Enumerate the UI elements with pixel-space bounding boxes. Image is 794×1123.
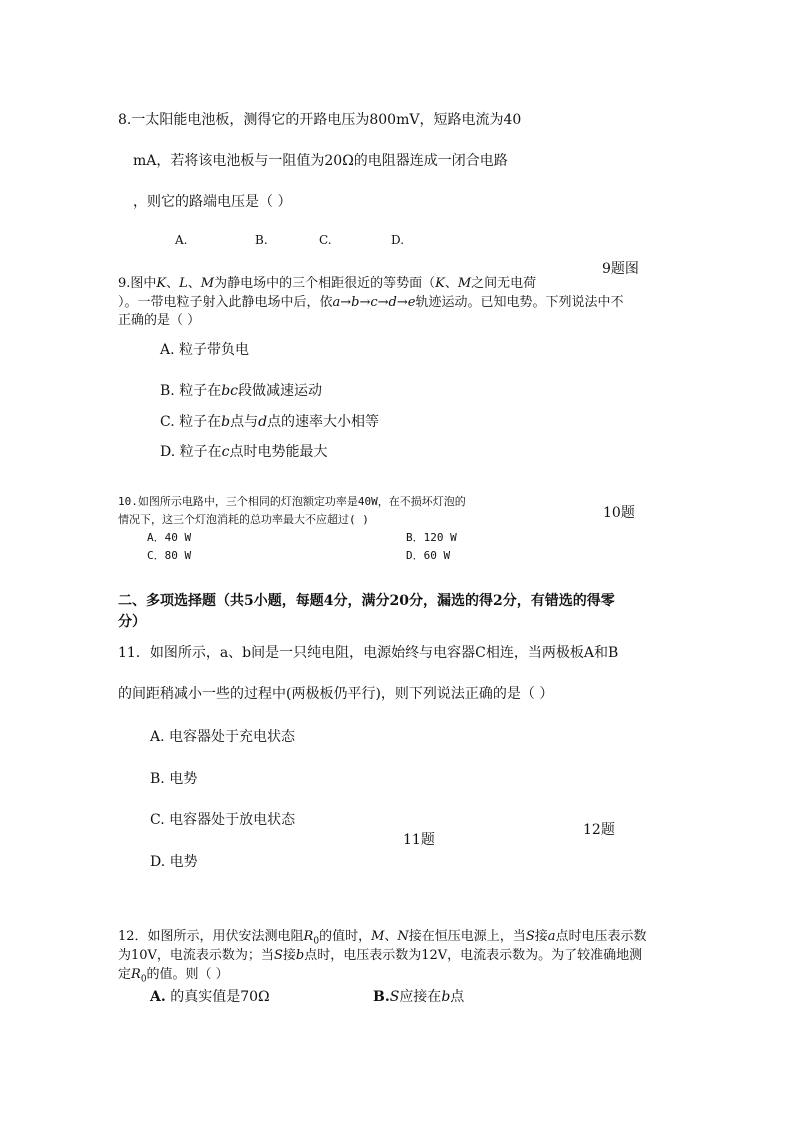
q12-line2-var-s: S bbox=[273, 948, 283, 963]
q9-option-b-text: B. 粒子在 bbox=[160, 383, 222, 399]
q9-var-k2: K bbox=[435, 276, 445, 291]
q12-option-a-text: 的真实值是70Ω bbox=[165, 989, 270, 1005]
q10-figure-label: 10题 bbox=[603, 505, 635, 521]
section2-heading-line1: 二、多项选择题（共5小题，每题4分，满分20分，漏选的得2分，有错选的得零 bbox=[118, 593, 615, 609]
q9-line1-text: 9.图中 bbox=[118, 276, 157, 291]
q9-line1-sep3: 、 bbox=[444, 276, 458, 291]
q12-option-a-label: A. bbox=[150, 989, 166, 1005]
q12-var-r-sub: 0 bbox=[313, 936, 320, 947]
q11-line2: 的间距稍减小一些的过程中(两极板仍平行)，则下列说法正确的是（ ） bbox=[118, 686, 554, 702]
q9-line1-text2: 为静电场中的三个相距很近的等势面（ bbox=[214, 276, 436, 291]
q12-option-b-var-s: S bbox=[389, 989, 400, 1005]
q9-line1 bbox=[118, 277, 536, 290]
q12-line1-text3: 接在恒压电源上，当 bbox=[408, 929, 526, 944]
q9-option-c-var2: d bbox=[258, 414, 268, 430]
q9-var-l: L bbox=[179, 276, 188, 291]
q12-option-b-end: 点 bbox=[450, 989, 465, 1005]
q9-figure-label: 9题图 bbox=[602, 261, 639, 277]
q11-option-c: C. 电容器处于放电状态 bbox=[150, 812, 296, 828]
q12-var-s: S bbox=[525, 929, 535, 944]
q11-line1: 11．如图所示，a、b间是一只纯电阻，电源始终与电容器C相连，当两极板A和B bbox=[118, 645, 619, 661]
q12-line3-text: 定 bbox=[118, 967, 132, 982]
q12-line3-text2: 的值。则（ ） bbox=[146, 967, 229, 982]
q12-line1-sep: 、 bbox=[384, 929, 398, 944]
q12-line2-text3: 点时，电压表示数为12V，电流表示数为。为了较准确地测 bbox=[304, 948, 643, 963]
q12-option-b-text: 应接在 bbox=[399, 989, 442, 1005]
q12-line1-text4: 接 bbox=[534, 929, 548, 944]
q9-option-d-var: c bbox=[221, 444, 230, 460]
q9-option-d-text: D. 粒子在 bbox=[160, 444, 222, 460]
q12-line2 bbox=[118, 949, 642, 962]
q9-option-c bbox=[160, 415, 379, 429]
q9-option-c-text3: 点的速率大小相等 bbox=[267, 414, 380, 430]
q9-option-d-text2: 点时电势能最大 bbox=[229, 444, 328, 460]
q9-line2 bbox=[118, 296, 623, 309]
q9-var-k: K bbox=[156, 276, 167, 291]
q9-option-c-text2: 点与 bbox=[230, 414, 259, 430]
q10-option-d: D．60 W bbox=[406, 549, 451, 562]
q12-var-m: M bbox=[371, 929, 385, 944]
q9-trajectory: a→b→c→d→e bbox=[332, 295, 416, 310]
q10-option-b: B．120 W bbox=[406, 531, 457, 544]
q9-line3: 正确的是（ ） bbox=[118, 313, 201, 328]
q10-option-a: A．40 W bbox=[147, 531, 192, 544]
q10-line2: 情况下，这三个灯泡消耗的总功率最大不应超过( ) bbox=[118, 513, 369, 526]
q12-line1-text5: 点时电压表示数 bbox=[555, 929, 647, 944]
q12-line1 bbox=[118, 930, 647, 947]
q8-option-a: A. bbox=[175, 233, 188, 247]
q12-figure-label: 12题 bbox=[583, 822, 615, 838]
q9-option-b bbox=[160, 384, 322, 398]
q12-line2-text: 为10V，电流表示数为；当 bbox=[118, 948, 274, 963]
q8-option-c: C. bbox=[319, 233, 332, 247]
q12-option-b bbox=[373, 990, 464, 1004]
q12-line1-text: 12．如图所示，用伏安法测电阻 bbox=[118, 929, 304, 944]
q11-option-a: A. 电容器处于充电状态 bbox=[150, 729, 296, 745]
q9-line1-sep1: 、 bbox=[166, 276, 180, 291]
q12-var-a: a bbox=[547, 929, 556, 944]
q9-line1-text3: 之间无电荷 bbox=[471, 276, 537, 291]
q11-option-d: D. 电势 bbox=[150, 854, 198, 870]
q10-line1: 10.如图所示电路中，三个相同的灯泡额定功率是40W，在不损坏灯泡的 bbox=[118, 495, 466, 508]
q10-option-c: C．80 W bbox=[147, 549, 192, 562]
q12-option-b-label: B. bbox=[373, 989, 390, 1005]
q9-line1-sep2: 、 bbox=[187, 276, 201, 291]
q9-option-c-text: C. 粒子在 bbox=[160, 414, 222, 430]
q8-line1: 8.一太阳能电池板，测得它的开路电压为800mV，短路电流为40 bbox=[118, 112, 522, 128]
q8-option-d: D. bbox=[391, 233, 405, 247]
q12-line2-var-b: b bbox=[295, 948, 305, 963]
q8-option-b: B. bbox=[255, 233, 268, 247]
q12-line2-text2: 接 bbox=[282, 948, 296, 963]
q12-line3-var-r-sub: 0 bbox=[140, 974, 147, 985]
q9-option-d bbox=[160, 445, 327, 459]
section2-heading-line2: 分） bbox=[118, 614, 146, 630]
q9-var-m2: M bbox=[457, 276, 472, 291]
q9-option-a: A. 粒子带负电 bbox=[160, 342, 250, 358]
q11-option-b: B. 电势 bbox=[150, 771, 198, 787]
q12-option-a bbox=[150, 990, 270, 1004]
q12-var-r: R bbox=[303, 929, 314, 944]
q12-var-n: N bbox=[397, 929, 409, 944]
q9-line2-text2: 轨迹运动。已知电势。下列说法中不 bbox=[415, 295, 624, 310]
q12-line1-text2: 的值时， bbox=[319, 929, 372, 944]
q12-line3 bbox=[118, 968, 229, 985]
q11-figure-label: 11题 bbox=[403, 832, 435, 848]
q8-line3: ，则它的路端电压是（ ） bbox=[133, 194, 292, 210]
q9-var-m: M bbox=[200, 276, 215, 291]
q12-line3-var-r: R bbox=[131, 967, 141, 982]
q12-option-b-var-b: b bbox=[441, 989, 451, 1005]
q8-line2: mA，若将该电池板与一阻值为20Ω的电阻器连成一闭合电路 bbox=[133, 153, 508, 169]
q9-option-b-text2: 段做减速运动 bbox=[238, 383, 323, 399]
q9-option-c-var1: b bbox=[221, 414, 231, 430]
q9-option-b-var: bc bbox=[221, 383, 239, 399]
q9-line2-text: ）。一带电粒子射入此静电场中后，依 bbox=[118, 295, 333, 310]
